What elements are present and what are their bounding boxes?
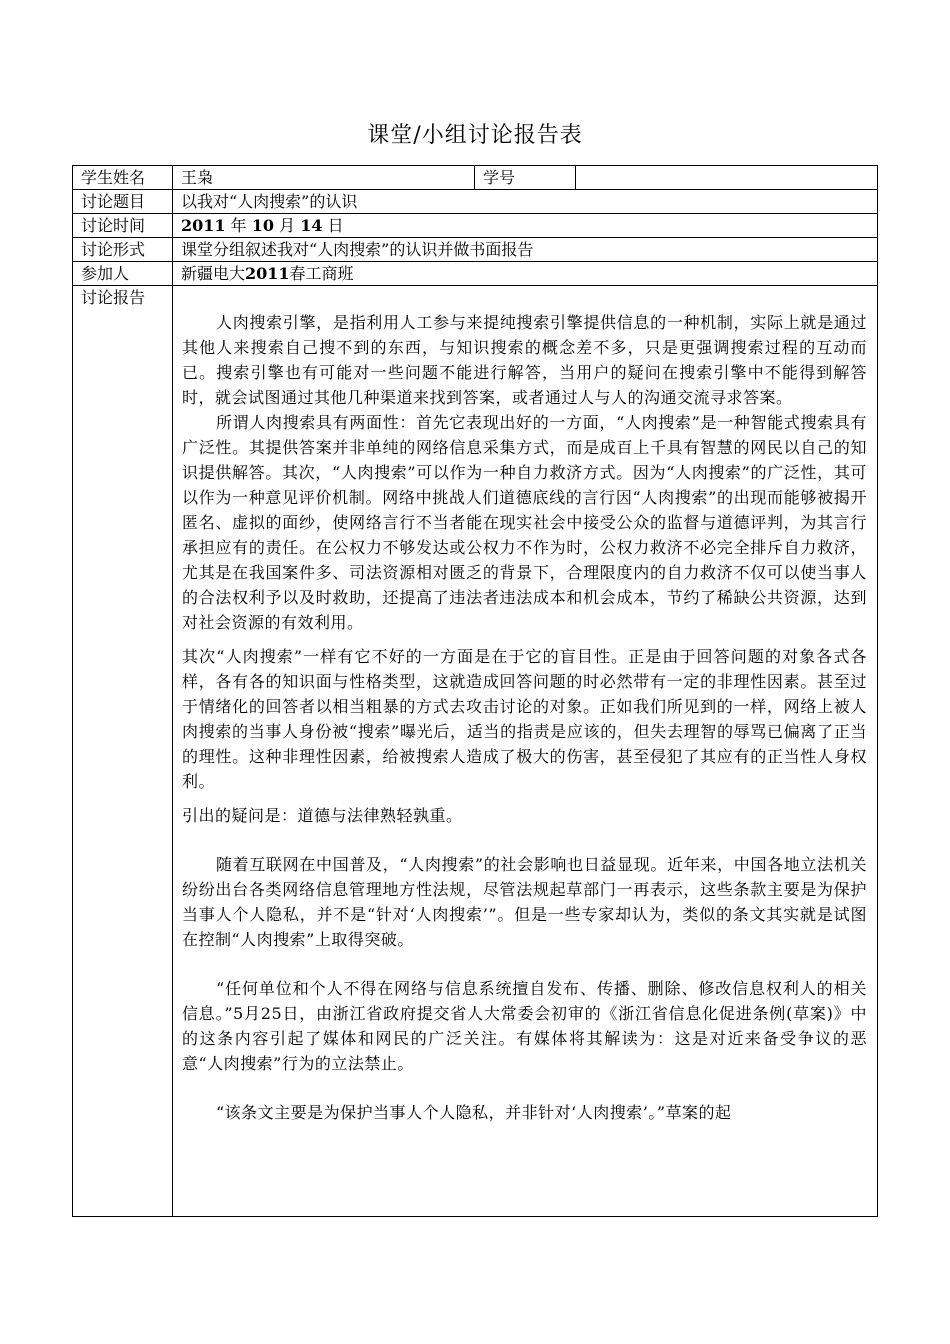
report-paragraph-1: 人肉搜索引擎，是指利用人工参与来提纯搜索引擎提供信息的一种机制，实际上就是通过其他人来搜索自己搜不到的东西，与知识搜索的概念差不多，只是更强调搜索过程的互动而已。搜索引擎也有可能对一些问题不能进行解答，当用户的疑问在搜索引擎中不能得到解答时，就会试图通过其他几种渠道来找到答案，或者通过人与人的沟通交流寻求答案。 [182,313,867,407]
student-id-value [576,166,878,190]
time-year: 2011 [181,215,226,235]
report-cell [173,286,878,1217]
page-title: 课堂/小组讨论报告表 [367,123,583,148]
student-name-label: 学生姓名 [73,166,173,190]
participants-value [173,262,878,286]
participants-suffix: 春工商班 [289,263,354,283]
time-label: 讨论时间 [73,214,173,238]
report-paragraph-3: 其次“人肉搜索”一样有它不好的一方面是在于它的盲目性。正是由于回答问题的对象各式各样，各有各的知识面与性格类型，这就造成回答问题的时必然带有一定的非理性因素。甚至过于情绪化的回答者以相当粗暴的方式去攻击讨论的对象。正如我们所见到的一样，网络上被人肉搜索的当事人身份被“搜索”曝光后，适当的指责是应该的，但失去理智的辱骂已偏离了正当的理性。这种非理性因素，给被搜索人造成了极大的伤害，甚至侵犯了其应有的正当性人身权利。 [182,647,867,791]
time-month: 10 [251,215,274,235]
participants-label: 参加人 [73,262,173,286]
report-body [182,310,867,1125]
report-paragraph-4: 引出的疑问是：道德与法律熟轻孰重。 [182,806,463,825]
student-name-value: 王枭 [173,166,475,190]
student-id-label: 学号 [475,166,576,190]
topic-label: 讨论题目 [73,190,173,214]
report-paragraph-7: “该条文主要是为保护当事人个人隐私，并非针对‘人肉搜索’。”草案的起 [216,1103,732,1122]
form-value: 课堂分组叙述我对“人肉搜索”的认识并做书面报告 [173,238,878,262]
time-day: 14 [300,215,323,235]
time-day-unit: 日 [327,215,344,235]
report-paragraph-5: 随着互联网在中国普及，“人肉搜索”的社会影响也日益显现。近年来，中国各地立法机关纷纷出台各类网络信息管理地方性法规，尽管法规起草部门一再表示，这些条款主要是为保护当事人个人隐私，并不是“针对‘人肉搜索’”。但是一些专家却认为，类似的条文其实就是试图在控制“人肉搜索”上取得突破。 [182,855,867,949]
report-paragraph-6: “任何单位和个人不得在网络与信息系统擅自发布、传播、删除、修改信息权利人的相关信息。”5月25日，由浙江省政府提交省人大常委会初审的《浙江省信息化促进条例(草案)》中的这条内容引起了媒体和网民的广泛关注。有媒体将其解读为：这是对近来备受争议的恶意“人肉搜索”行为的立法禁止。 [182,979,867,1073]
time-value [173,214,878,238]
time-year-unit: 年 [230,215,247,235]
discussion-report-form [72,165,878,1217]
topic-value: 以我对“人肉搜索”的认识 [173,190,878,214]
participants-prefix: 新疆电大 [181,263,246,283]
report-paragraph-2: 所谓人肉搜索具有两面性：首先它表现出好的一方面，“人肉搜索”是一种智能式搜索具有广泛性。其提供答案并非单纯的网络信息采集方式，而是成百上千具有智慧的网民以自己的知识提供解答。其次，“人肉搜索”可以作为一种自力救济方式。因为“人肉搜索”的广泛性，其可以作为一种意见评价机制。网络中挑战人们道德底线的言行因“人肉搜索”的出现而能够被揭开匿名、虚拟的面纱，使网络言行不当者能在现实社会中接受公众的监督与道德评判，为其言行承担应有的责任。在公权力不够发达或公权力不作为时，公权力救济不必完全排斥自力救济，尤其是在我国案件多、司法资源相对匮乏的背景下，合理限度内的自力救济不仅可以使当事人的合法权利予以及时救助，还提高了违法者违法成本和机会成本，节约了稀缺公共资源，达到对社会资源的有效利用。 [182,413,867,632]
time-month-unit: 月 [279,215,296,235]
report-label: 讨论报告 [73,286,173,1217]
form-label: 讨论形式 [73,238,173,262]
participants-year: 2011 [245,263,290,283]
